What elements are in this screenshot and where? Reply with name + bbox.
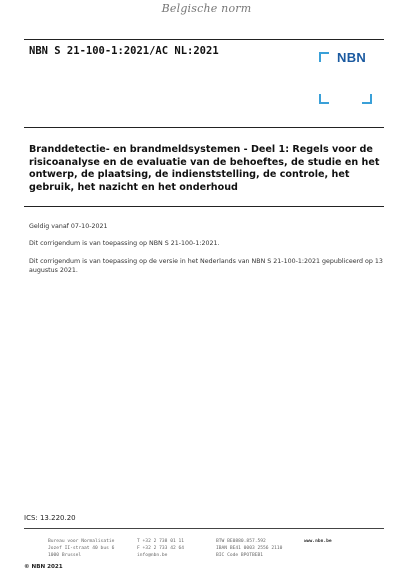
footer-address-line: 1000 Brussel	[48, 553, 82, 559]
logo-text: NBN	[337, 50, 367, 65]
valid-from: Geldig vanaf 07-10-2021	[29, 223, 108, 230]
corrigendum-note-1: Dit corrigendum is van toepassing op NBN S 21-100-1:2021.	[29, 240, 220, 247]
top-divider	[24, 39, 384, 40]
title-divider	[24, 127, 384, 128]
document-title: Branddetectie- en brandmeldsystemen - Deel 1: Regels voor de risicoanalyse en de evaluatie van de behoeftes, de studie en het ontwerp, de plaatsing, de indienststelling, de controle, het gebruik, het nazicht en het onderhoud	[29, 144, 380, 193]
logo-corner-bottom-left-icon	[319, 94, 329, 104]
copyright: © NBN 2021	[24, 564, 63, 570]
corrigendum-note-2: Dit corrigendum is van toepassing op de versie in het Nederlands van NBN S 21-100-1:2021 gepubliceerd op 13 augustus 2021.	[29, 258, 383, 274]
body-divider	[24, 206, 384, 207]
standard-code: NBN S 21-100-1:2021/AC NL:2021	[29, 45, 219, 57]
logo-corner-top-left-icon	[319, 52, 329, 62]
footer-iban: IBAN BE41 0003 2556 2110	[216, 546, 283, 552]
footer-bic: BIC Code BPOTBEB1	[216, 553, 264, 559]
footer-email[interactable]: info@nbn.be	[137, 553, 168, 559]
footer-website-link[interactable]: www.nbn.be	[304, 539, 332, 544]
footer-website	[304, 538, 332, 545]
footer-divider	[24, 528, 384, 529]
footer-address-line: Bureau voor Normalisatie	[48, 539, 115, 544]
ics-code: ICS: 13.220.20	[24, 514, 76, 522]
footer-address-line: Jozef II-straat 40 bus 6	[48, 546, 115, 552]
logo-corner-bottom-right-icon	[362, 94, 372, 104]
footer-address	[48, 538, 114, 560]
footer-phone: T +32 2 738 01 11	[137, 539, 185, 544]
footer-fax: F +32 2 733 42 64	[137, 546, 185, 552]
footer-vat: BTW BE0880.857.592	[216, 539, 266, 544]
footer-contact	[137, 538, 184, 560]
footer-bank	[216, 538, 282, 560]
header-title: Belgische norm	[161, 2, 252, 15]
